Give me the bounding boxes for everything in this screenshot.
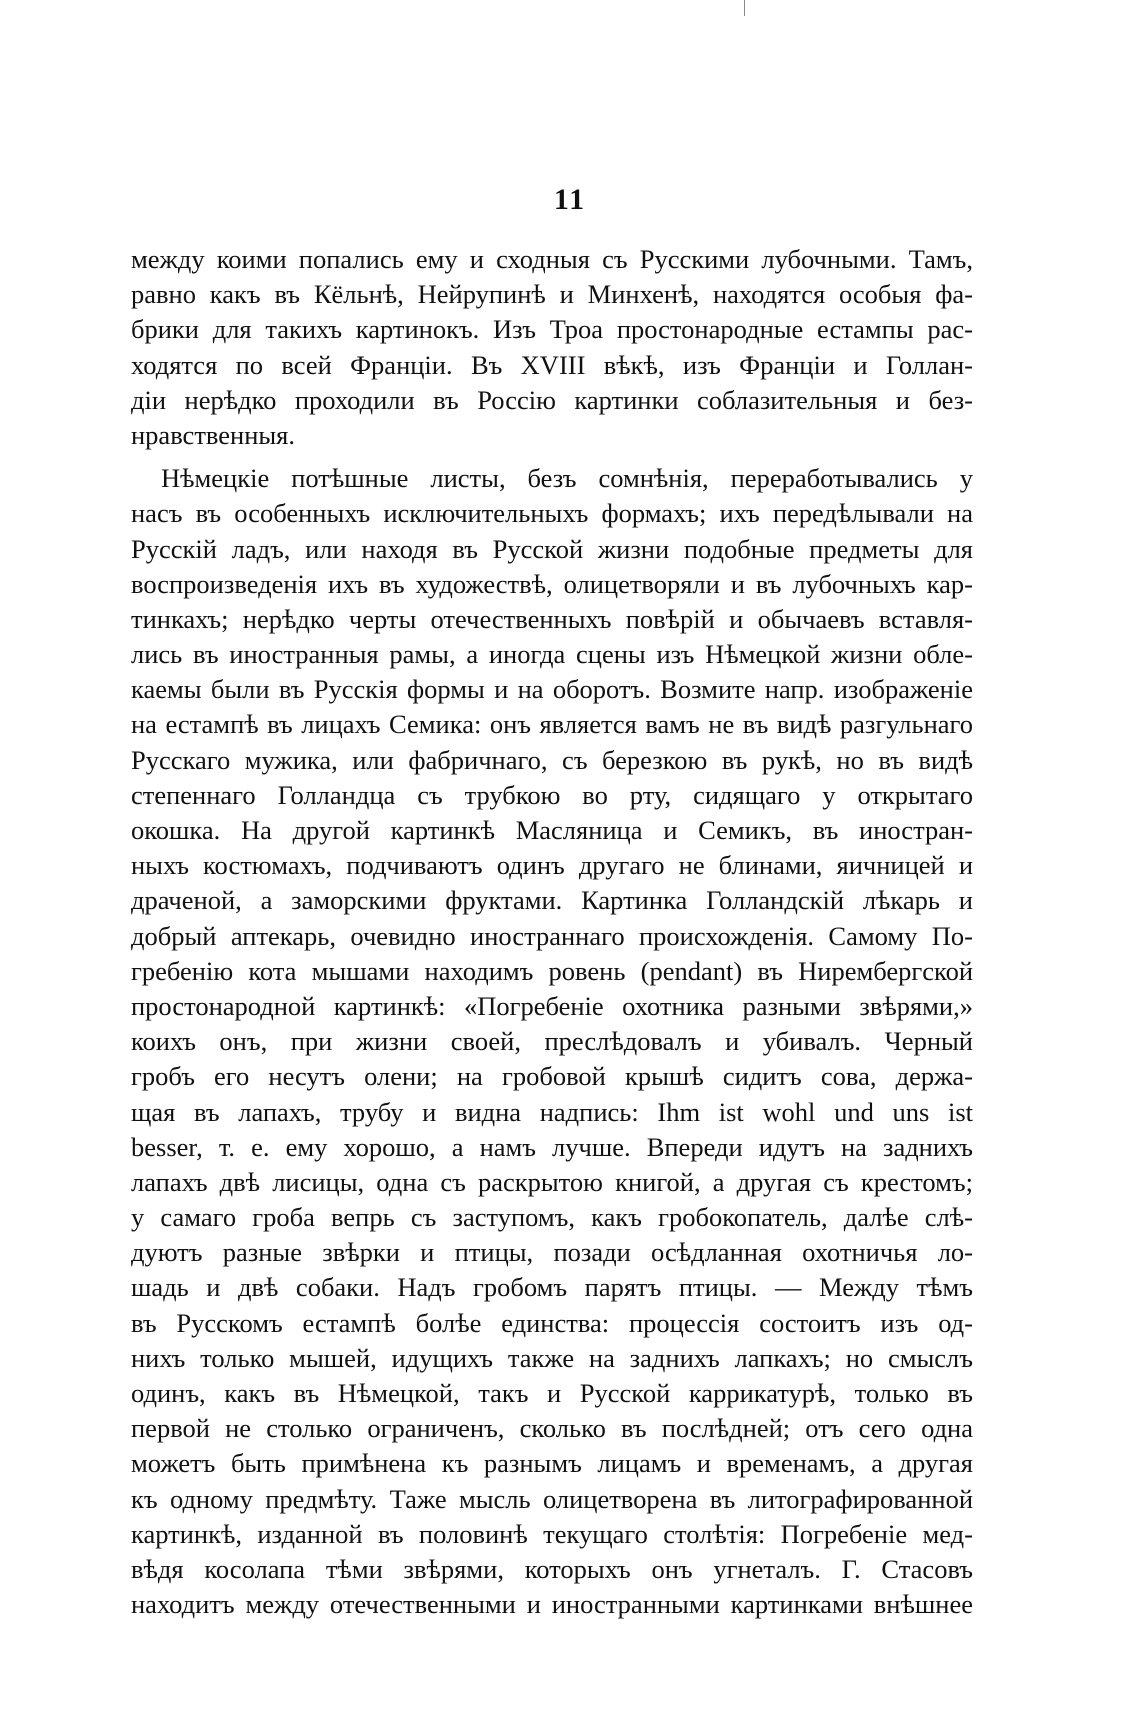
text-line: каемы были въ Русскія формы и на оборотъ. Возмите напр. изображеніе — [131, 674, 973, 705]
text-line: въ Русскомъ естампѣ болѣе единства: процессія состоитъ изъ од- — [131, 1307, 973, 1338]
text-line: дуютъ разные звѣрки и птицы, позади осѣдланная охотничья ло- — [131, 1237, 973, 1268]
text-line: одинъ, какъ въ Нѣмецкой, такъ и Русской каррикатурѣ, только въ — [131, 1378, 973, 1408]
text-line: находитъ между отечественными и иностранными картинками внѣшнее — [131, 1589, 973, 1620]
text-line: первой не столько ограниченъ, сколько въ послѣдней; отъ сего одна — [131, 1413, 973, 1444]
paragraph-gap — [131, 453, 973, 461]
text-line: картинкѣ, изданной въ половинѣ текущаго столѣтія: Погребеніе мед- — [131, 1518, 973, 1549]
text-line: гребенію кота мышами находимъ ровень (pendant) въ Нирембергской — [131, 955, 973, 986]
text-line: Русскій ладъ, или находя въ Русской жизни подобные предметы для — [131, 533, 973, 564]
text-line: коихъ онъ, при жизни своей, преслѣдовалъ и убивалъ. Черный — [131, 1026, 973, 1057]
text-line: къ одному предмѣту. Таже мысль олицетворена въ литографированной — [131, 1483, 973, 1514]
text-line: насъ въ особенныхъ исключительныхъ формахъ; ихъ передѣлывали на — [131, 498, 973, 529]
text-line: драченой, а заморскими фруктами. Картинка Голландскій лѣкарь и — [131, 885, 973, 916]
text-line: степеннаго Голландца съ трубкою во рту, сидящаго у открытаго — [131, 779, 973, 810]
text-line: окошка. На другой картинкѣ Масляница и Семикъ, въ иностран- — [131, 815, 973, 845]
text-line: Русскаго мужика, или фабричнаго, съ березкою въ рукѣ, но въ видѣ — [131, 744, 973, 775]
text-line: besser, т. е. ему хорошо, а намъ лучше. Впереди идутъ на заднихъ — [131, 1131, 973, 1162]
text-line: ныхъ костюмахъ, подчиваютъ одинъ другаго не блинами, яичницей и — [131, 850, 973, 881]
text-line: брики для такихъ картинокъ. Изъ Троа простонародные естампы рас- — [131, 314, 973, 345]
page-number: 11 — [553, 183, 587, 216]
text-line: тинкахъ; нерѣдко черты отечественныхъ повѣрій и обычаевъ вставля- — [131, 603, 973, 634]
text-line: діи нерѣдко проходили въ Россію картинки соблазительныя и без- — [131, 384, 973, 415]
text-line: простонародной картинкѣ: «Погребеніе охотника разными звѣрями,» — [131, 990, 973, 1021]
text-line: воспроизведенія ихъ въ художествѣ, олицетворяли и въ лубочныхъ кар- — [131, 568, 973, 599]
text-line: гробъ его несутъ олени; на гробовой крышѣ сидитъ сова, держа- — [131, 1061, 973, 1092]
body-text — [131, 242, 973, 1622]
text-line: ходятся по всей Франціи. Въ XVIII вѣкѣ, изъ Франціи и Голлан- — [131, 349, 973, 380]
text-line: добрый аптекарь, очевидно иностраннаго происхожденія. Самому По- — [131, 920, 973, 951]
text-line: лапахъ двѣ лисицы, одна съ раскрытою книгой, а другая съ крестомъ; — [131, 1166, 973, 1197]
text-line: лись въ иностранныя рамы, а иногда сцены изъ Нѣмецкой жизни обле- — [131, 639, 973, 670]
text-line: у самаго гроба вепрь съ заступомъ, какъ гробокопатель, далѣе слѣ- — [131, 1202, 973, 1233]
text-line: нихъ только мышей, идущихъ также на заднихъ лапкахъ; но смыслъ — [131, 1342, 973, 1373]
margin-mark — [744, 0, 745, 16]
text-line: между коими попались ему и сходныя съ Русскими лубочными. Тамъ, — [131, 244, 973, 274]
text-line: можетъ быть примѣнена къ разнымъ лицамъ и временамъ, а другая — [131, 1448, 973, 1479]
text-line: нравственныя. — [131, 419, 295, 450]
text-line: на естампѣ въ лицахъ Семика: онъ является вамъ не въ видѣ разгульнаго — [131, 709, 973, 740]
text-line: равно какъ въ Кёльнѣ, Нейрупинѣ и Минхенѣ, находятся особыя фа- — [131, 279, 973, 310]
text-line: шадь и двѣ собаки. Надъ гробомъ парятъ птицы. — Между тѣмъ — [131, 1272, 973, 1303]
text-line: вѣдя косолапа тѣми звѣрями, которыхъ онъ угнеталъ. Г. Стасовъ — [131, 1553, 973, 1584]
text-line: щая въ лапахъ, трубу и видна надпись: Ihm ist wohl und uns ist — [131, 1096, 973, 1127]
text-line: Нѣмецкіе потѣшные листы, безъ сомнѣнія, переработывались у — [161, 463, 973, 494]
